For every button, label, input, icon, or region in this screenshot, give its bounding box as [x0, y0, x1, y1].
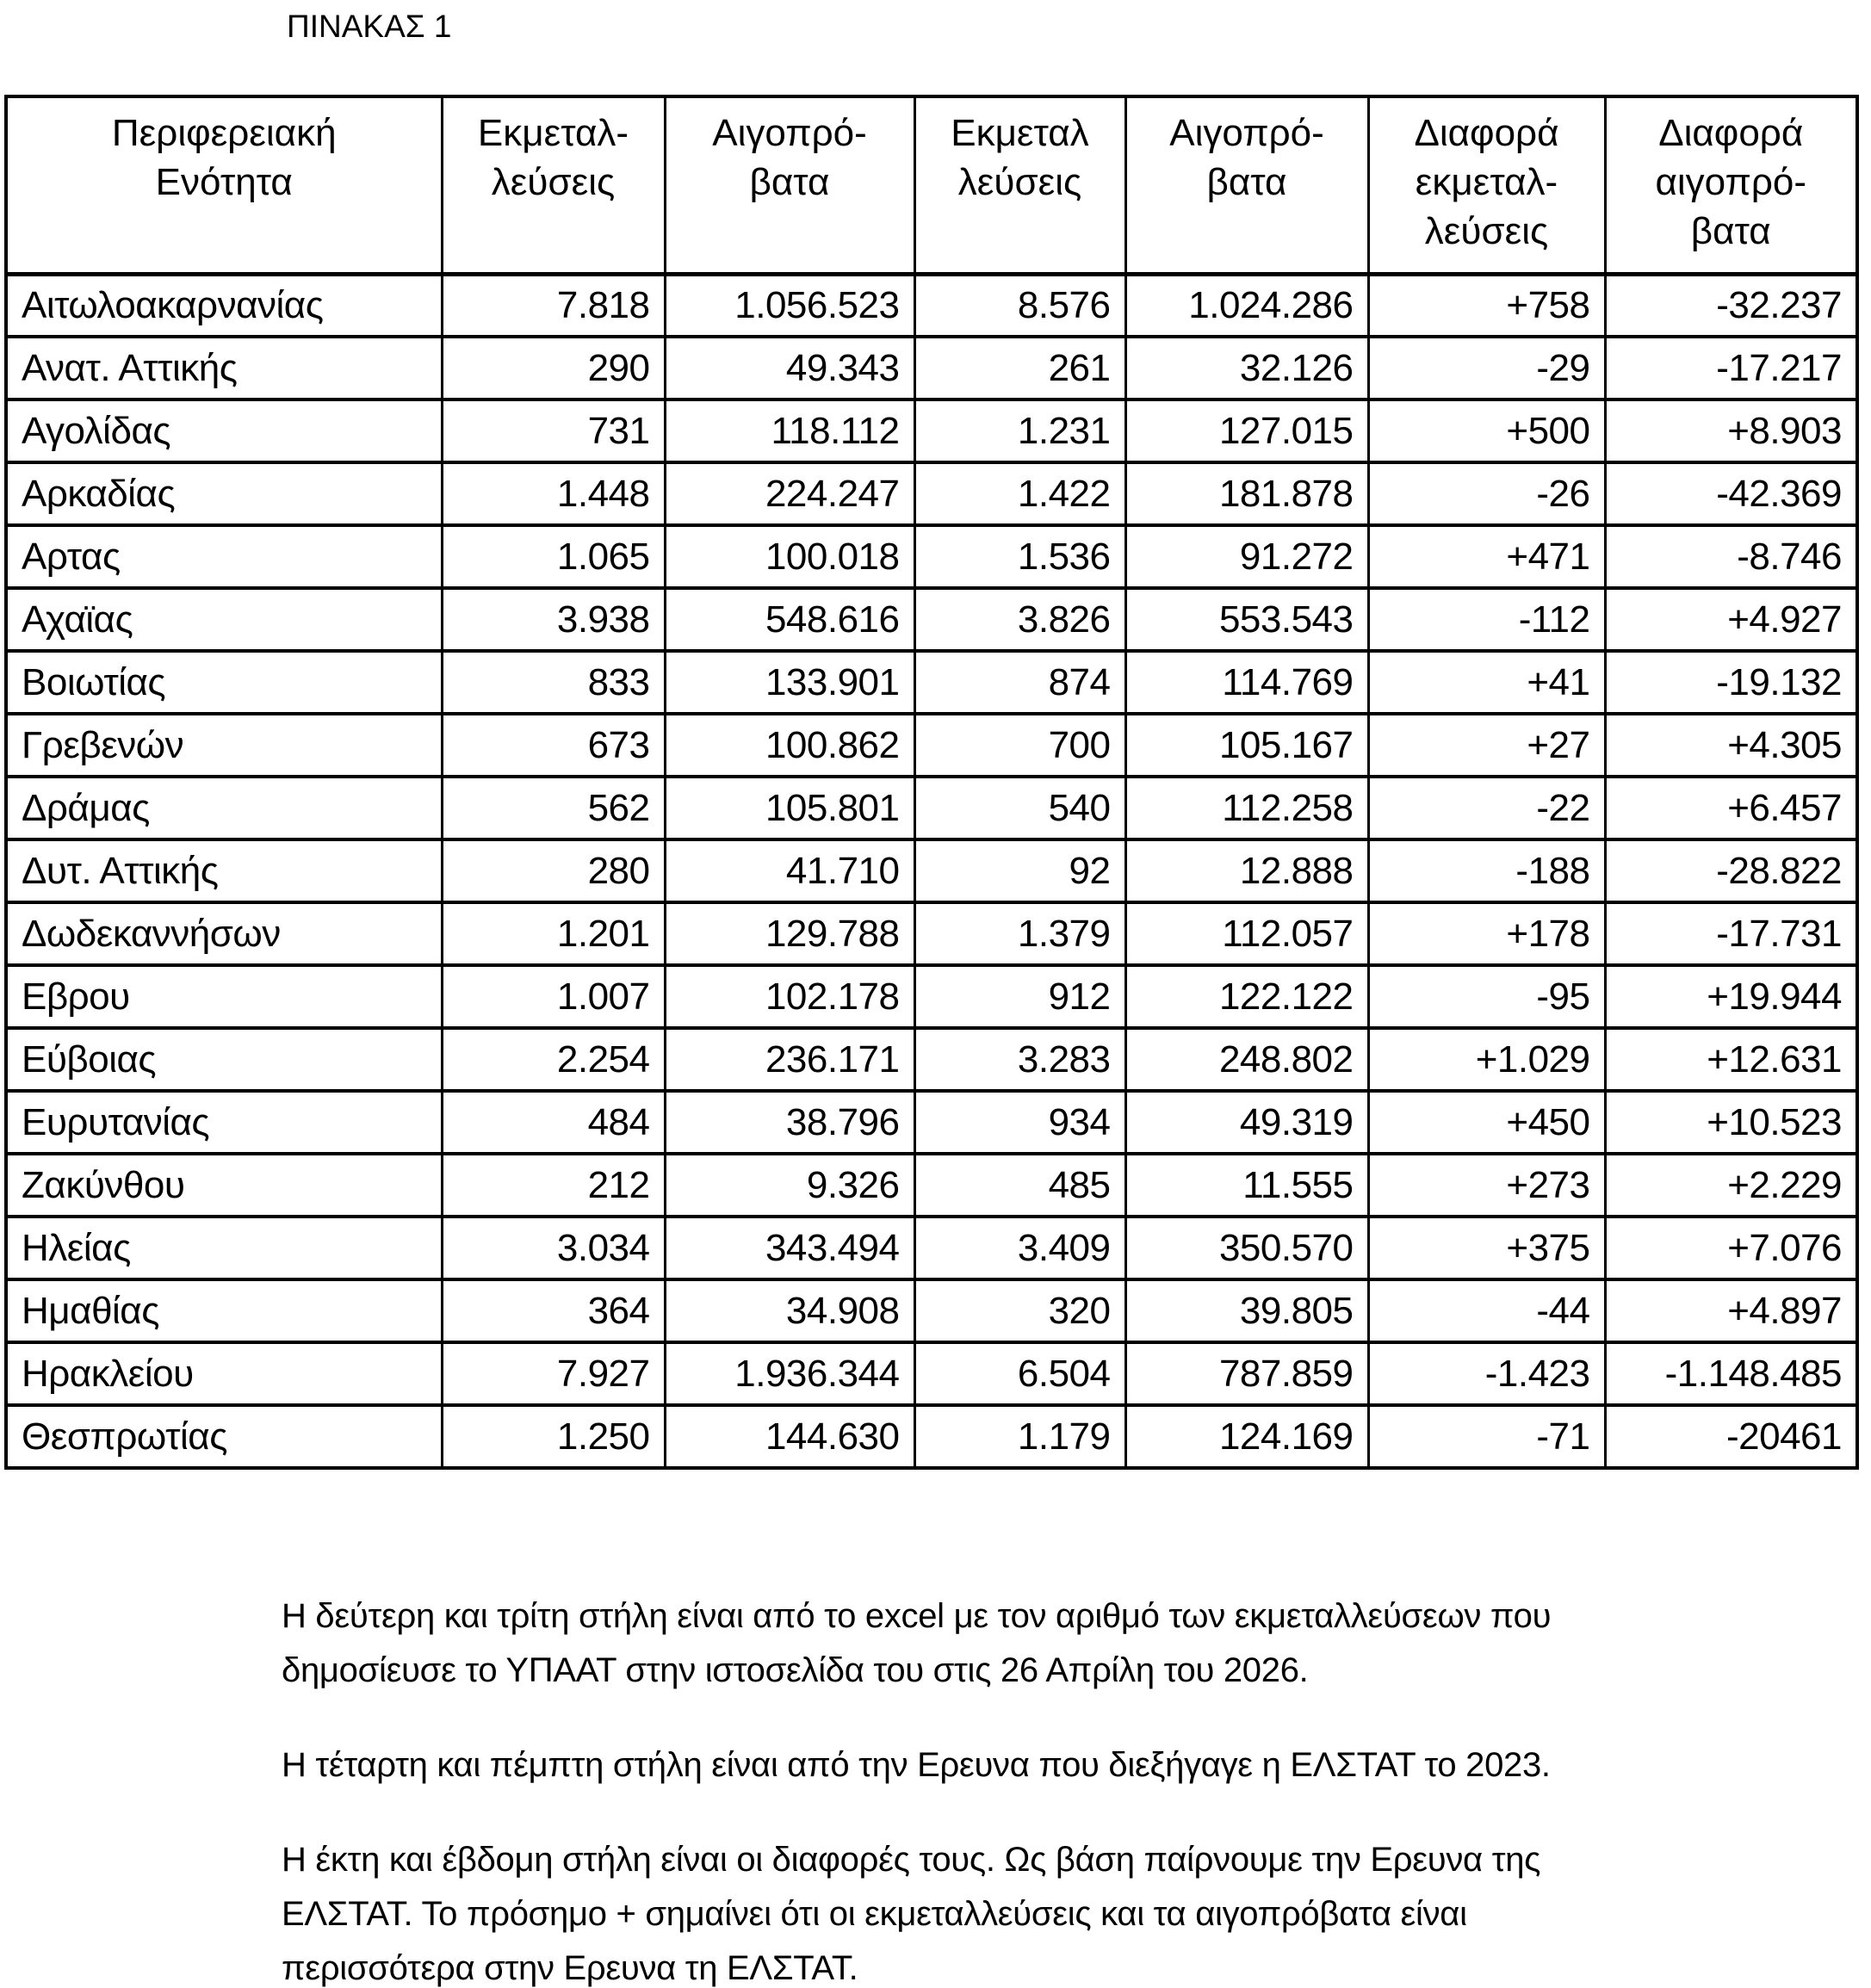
diff-holdings-cell: +27	[1368, 714, 1605, 777]
diff-sheepgoats-cell: -42.369	[1605, 462, 1857, 525]
sheepgoats-ypaat-cell: 133.901	[665, 651, 914, 714]
diff-sheepgoats-cell: +2.229	[1605, 1154, 1857, 1217]
table-row	[6, 902, 1857, 965]
diff-holdings-cell: +178	[1368, 902, 1605, 965]
diff-sheepgoats-cell: -19.132	[1605, 651, 1857, 714]
region-name-cell: Αχαϊας	[6, 588, 442, 651]
diff-sheepgoats-cell: +4.897	[1605, 1279, 1857, 1342]
region-name-cell: Αρκαδίας	[6, 462, 442, 525]
diff-holdings-cell: -22	[1368, 777, 1605, 839]
diff-sheepgoats-cell: +4.927	[1605, 588, 1857, 651]
diff-sheepgoats-cell: -17.731	[1605, 902, 1857, 965]
diff-sheepgoats-cell: +12.631	[1605, 1028, 1857, 1091]
header-line: Διαφορά	[1658, 112, 1804, 154]
note-source-ypaat	[282, 1589, 1745, 1698]
sheepgoats-ypaat-cell: 105.801	[665, 777, 914, 839]
region-name-cell: Ανατ. Αττικής	[6, 337, 442, 399]
table-row	[6, 1028, 1857, 1091]
holdings-elstat-cell: 1.422	[914, 462, 1125, 525]
sheepgoats-ypaat-cell: 34.908	[665, 1279, 914, 1342]
column-header-holdings-elstat	[914, 96, 1125, 274]
sheepgoats-elstat-cell: 112.258	[1125, 777, 1368, 839]
table-row	[6, 1279, 1857, 1342]
header-line: Περιφερειακή	[111, 112, 337, 154]
region-name-cell: Θεσπρωτίας	[6, 1405, 442, 1468]
holdings-ypaat-cell: 1.007	[442, 965, 665, 1028]
diff-sheepgoats-cell: -17.217	[1605, 337, 1857, 399]
diff-sheepgoats-cell: +6.457	[1605, 777, 1857, 839]
sheepgoats-ypaat-cell: 224.247	[665, 462, 914, 525]
header-line: Εκμεταλ	[951, 112, 1089, 154]
table-row	[6, 1217, 1857, 1279]
holdings-elstat-cell: 874	[914, 651, 1125, 714]
sheepgoats-elstat-cell: 114.769	[1125, 651, 1368, 714]
regional-livestock-table	[4, 95, 1859, 1470]
holdings-ypaat-cell: 280	[442, 839, 665, 902]
holdings-ypaat-cell: 562	[442, 777, 665, 839]
sheepgoats-elstat-cell: 39.805	[1125, 1279, 1368, 1342]
holdings-ypaat-cell: 673	[442, 714, 665, 777]
holdings-elstat-cell: 92	[914, 839, 1125, 902]
footnotes	[282, 1589, 1745, 1988]
holdings-ypaat-cell: 1.065	[442, 525, 665, 588]
region-name-cell: Ευρυτανίας	[6, 1091, 442, 1154]
sheepgoats-ypaat-cell: 144.630	[665, 1405, 914, 1468]
page-title: ΠΙΝΑΚΑΣ 1	[287, 9, 452, 44]
sheepgoats-elstat-cell: 124.169	[1125, 1405, 1368, 1468]
holdings-elstat-cell: 3.826	[914, 588, 1125, 651]
holdings-elstat-cell: 485	[914, 1154, 1125, 1217]
sheepgoats-elstat-cell: 248.802	[1125, 1028, 1368, 1091]
region-name-cell: Εβρου	[6, 965, 442, 1028]
diff-holdings-cell: +471	[1368, 525, 1605, 588]
sheepgoats-ypaat-cell: 38.796	[665, 1091, 914, 1154]
holdings-ypaat-cell: 3.938	[442, 588, 665, 651]
holdings-ypaat-cell: 7.818	[442, 274, 665, 337]
region-name-cell: Ηρακλείου	[6, 1342, 442, 1405]
region-name-cell: Ημαθίας	[6, 1279, 442, 1342]
sheepgoats-elstat-cell: 12.888	[1125, 839, 1368, 902]
column-header-regional-unit	[6, 96, 442, 274]
table-row	[6, 337, 1857, 399]
region-name-cell: Ζακύνθου	[6, 1154, 442, 1217]
header-line: Ενότητα	[155, 161, 293, 203]
diff-holdings-cell: -29	[1368, 337, 1605, 399]
header-line: Διαφορά	[1414, 112, 1559, 154]
diff-holdings-cell: -71	[1368, 1405, 1605, 1468]
sheepgoats-ypaat-cell: 102.178	[665, 965, 914, 1028]
region-name-cell: Δωδεκαννήσων	[6, 902, 442, 965]
sheepgoats-ypaat-cell: 118.112	[665, 399, 914, 462]
table-row	[6, 462, 1857, 525]
header-line: λεύσεις	[491, 161, 616, 203]
region-name-cell: Αγολίδας	[6, 399, 442, 462]
region-name-cell: Ηλείας	[6, 1217, 442, 1279]
diff-holdings-cell: -188	[1368, 839, 1605, 902]
region-name-cell: Δυτ. Αττικής	[6, 839, 442, 902]
diff-holdings-cell: -112	[1368, 588, 1605, 651]
sheepgoats-elstat-cell: 787.859	[1125, 1342, 1368, 1405]
region-name-cell: Δράμας	[6, 777, 442, 839]
holdings-elstat-cell: 261	[914, 337, 1125, 399]
diff-sheepgoats-cell: -28.822	[1605, 839, 1857, 902]
table-row	[6, 651, 1857, 714]
holdings-ypaat-cell: 7.927	[442, 1342, 665, 1405]
sheepgoats-ypaat-cell: 343.494	[665, 1217, 914, 1279]
header-line: λεύσεις	[1424, 210, 1549, 252]
header-line: βατα	[749, 161, 830, 203]
region-name-cell: Αιτωλοακαρνανίας	[6, 274, 442, 337]
header-row	[6, 96, 1857, 274]
holdings-elstat-cell: 1.179	[914, 1405, 1125, 1468]
diff-sheepgoats-cell: +8.903	[1605, 399, 1857, 462]
region-name-cell: Βοιωτίας	[6, 651, 442, 714]
column-header-holdings-ypaat	[442, 96, 665, 274]
table-row	[6, 1405, 1857, 1468]
diff-sheepgoats-cell: +7.076	[1605, 1217, 1857, 1279]
table-header	[6, 96, 1857, 274]
table-row	[6, 588, 1857, 651]
holdings-elstat-cell: 1.536	[914, 525, 1125, 588]
holdings-ypaat-cell: 2.254	[442, 1028, 665, 1091]
diff-holdings-cell: -44	[1368, 1279, 1605, 1342]
diff-holdings-cell: +758	[1368, 274, 1605, 337]
holdings-ypaat-cell: 364	[442, 1279, 665, 1342]
diff-holdings-cell: +500	[1368, 399, 1605, 462]
column-header-diff-holdings	[1368, 96, 1605, 274]
holdings-elstat-cell: 8.576	[914, 274, 1125, 337]
table-body	[6, 274, 1857, 1468]
note-line: ΕΛΣΤΑΤ. Το πρόσημο + σημαίνει ότι οι εκμεταλλεύσεις και τα αιγοπρόβατα είναι	[282, 1895, 1467, 1933]
sheepgoats-elstat-cell: 127.015	[1125, 399, 1368, 462]
diff-holdings-cell: -1.423	[1368, 1342, 1605, 1405]
diff-sheepgoats-cell: +4.305	[1605, 714, 1857, 777]
sheepgoats-elstat-cell: 350.570	[1125, 1217, 1368, 1279]
sheepgoats-ypaat-cell: 100.862	[665, 714, 914, 777]
holdings-elstat-cell: 934	[914, 1091, 1125, 1154]
sheepgoats-elstat-cell: 11.555	[1125, 1154, 1368, 1217]
header-line: βατα	[1206, 161, 1287, 203]
note-differences	[282, 1833, 1745, 1988]
holdings-elstat-cell: 1.379	[914, 902, 1125, 965]
sheepgoats-ypaat-cell: 49.343	[665, 337, 914, 399]
diff-sheepgoats-cell: +10.523	[1605, 1091, 1857, 1154]
diff-sheepgoats-cell: +19.944	[1605, 965, 1857, 1028]
table-row	[6, 1342, 1857, 1405]
diff-holdings-cell: +450	[1368, 1091, 1605, 1154]
note-source-elstat	[282, 1738, 1745, 1793]
header-line: Αιγοπρό-	[1169, 112, 1324, 154]
sheepgoats-elstat-cell: 553.543	[1125, 588, 1368, 651]
sheepgoats-ypaat-cell: 548.616	[665, 588, 914, 651]
header-line: αιγοπρό-	[1655, 161, 1807, 203]
table-row	[6, 274, 1857, 337]
table-row	[6, 777, 1857, 839]
note-line: περισσότερα στην Ερευνα τη ΕΛΣΤΑΤ.	[282, 1949, 858, 1987]
table-row	[6, 399, 1857, 462]
diff-holdings-cell: -26	[1368, 462, 1605, 525]
diff-holdings-cell: +41	[1368, 651, 1605, 714]
diff-sheepgoats-cell: -20461	[1605, 1405, 1857, 1468]
sheepgoats-elstat-cell: 49.319	[1125, 1091, 1368, 1154]
sheepgoats-ypaat-cell: 100.018	[665, 525, 914, 588]
sheepgoats-ypaat-cell: 9.326	[665, 1154, 914, 1217]
diff-holdings-cell: +375	[1368, 1217, 1605, 1279]
holdings-ypaat-cell: 484	[442, 1091, 665, 1154]
sheepgoats-elstat-cell: 32.126	[1125, 337, 1368, 399]
holdings-elstat-cell: 320	[914, 1279, 1125, 1342]
table-row	[6, 714, 1857, 777]
holdings-ypaat-cell: 1.201	[442, 902, 665, 965]
holdings-ypaat-cell: 290	[442, 337, 665, 399]
note-line: Η τέταρτη και πέμπτη στήλη είναι από την Ερευνα που διεξήγαγε η ΕΛΣΤΑΤ το 2023.	[282, 1746, 1551, 1784]
holdings-ypaat-cell: 833	[442, 651, 665, 714]
holdings-ypaat-cell: 731	[442, 399, 665, 462]
header-line: εκμεταλ-	[1415, 161, 1558, 203]
diff-holdings-cell: +273	[1368, 1154, 1605, 1217]
holdings-elstat-cell: 3.283	[914, 1028, 1125, 1091]
holdings-elstat-cell: 3.409	[914, 1217, 1125, 1279]
note-line: Η έκτη και έβδομη στήλη είναι οι διαφορές τους. Ως βάση παίρνουμε την Ερευνα της	[282, 1841, 1541, 1879]
sheepgoats-ypaat-cell: 1.936.344	[665, 1342, 914, 1405]
sheepgoats-ypaat-cell: 129.788	[665, 902, 914, 965]
table-row	[6, 1154, 1857, 1217]
note-line: δημοσίευσε το ΥΠΑΑΤ στην ιστοσελίδα του στις 26 Απρίλη του 2026.	[282, 1651, 1309, 1689]
column-header-sheepgoats-elstat	[1125, 96, 1368, 274]
column-header-diff-sheepgoats	[1605, 96, 1857, 274]
column-header-sheepgoats-ypaat	[665, 96, 914, 274]
table-row	[6, 1091, 1857, 1154]
sheepgoats-elstat-cell: 181.878	[1125, 462, 1368, 525]
holdings-elstat-cell: 912	[914, 965, 1125, 1028]
sheepgoats-elstat-cell: 1.024.286	[1125, 274, 1368, 337]
header-line: Αιγοπρό-	[712, 112, 867, 154]
holdings-ypaat-cell: 3.034	[442, 1217, 665, 1279]
table-row	[6, 965, 1857, 1028]
header-line: Εκμεταλ-	[477, 112, 629, 154]
diff-sheepgoats-cell: -1.148.485	[1605, 1342, 1857, 1405]
region-name-cell: Αρτας	[6, 525, 442, 588]
region-name-cell: Γρεβενών	[6, 714, 442, 777]
diff-holdings-cell: -95	[1368, 965, 1605, 1028]
table-row	[6, 525, 1857, 588]
sheepgoats-ypaat-cell: 41.710	[665, 839, 914, 902]
sheepgoats-elstat-cell: 91.272	[1125, 525, 1368, 588]
sheepgoats-ypaat-cell: 236.171	[665, 1028, 914, 1091]
header-line: βατα	[1690, 210, 1771, 252]
holdings-ypaat-cell: 1.250	[442, 1405, 665, 1468]
sheepgoats-elstat-cell: 122.122	[1125, 965, 1368, 1028]
note-line: Η δεύτερη και τρίτη στήλη είναι από το excel με τον αριθμό των εκμεταλλεύσεων που	[282, 1597, 1552, 1635]
holdings-elstat-cell: 6.504	[914, 1342, 1125, 1405]
header-line: λεύσεις	[957, 161, 1082, 203]
table-row	[6, 839, 1857, 902]
sheepgoats-elstat-cell: 105.167	[1125, 714, 1368, 777]
sheepgoats-ypaat-cell: 1.056.523	[665, 274, 914, 337]
diff-sheepgoats-cell: -8.746	[1605, 525, 1857, 588]
region-name-cell: Εύβοιας	[6, 1028, 442, 1091]
diff-holdings-cell: +1.029	[1368, 1028, 1605, 1091]
holdings-elstat-cell: 540	[914, 777, 1125, 839]
holdings-ypaat-cell: 1.448	[442, 462, 665, 525]
holdings-elstat-cell: 1.231	[914, 399, 1125, 462]
sheepgoats-elstat-cell: 112.057	[1125, 902, 1368, 965]
holdings-ypaat-cell: 212	[442, 1154, 665, 1217]
diff-sheepgoats-cell: -32.237	[1605, 274, 1857, 337]
holdings-elstat-cell: 700	[914, 714, 1125, 777]
